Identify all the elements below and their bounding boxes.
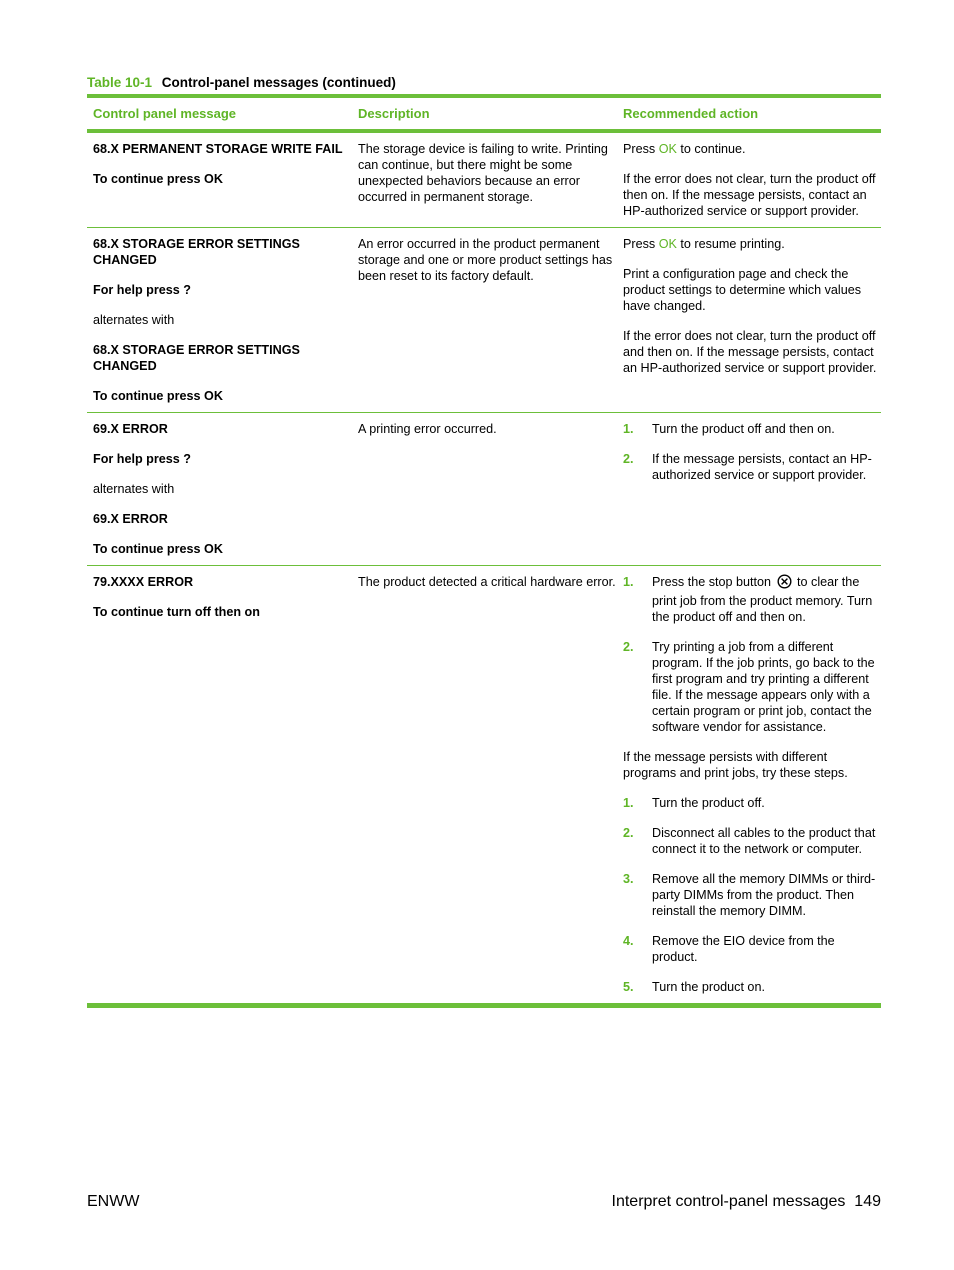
action-cell <box>617 413 881 565</box>
step-text: Disconnect all cables to the product that connect it to the network or computer. <box>652 826 876 856</box>
action-text: Press OK to resume printing. <box>623 237 785 251</box>
action-step <box>623 639 877 735</box>
description-cell <box>352 133 617 227</box>
table-row <box>87 566 881 1003</box>
step-text: Turn the product off and then on. <box>652 422 835 436</box>
step-number: 1. <box>623 422 634 436</box>
message-cell <box>87 228 352 412</box>
description-text: The product detected a critical hardware error. <box>358 575 616 589</box>
message-text: 79.XXXX ERROR <box>93 575 194 589</box>
message-text: To continue press OK <box>93 542 223 556</box>
footer-left: ENWW <box>87 1193 140 1210</box>
description-cell <box>352 413 617 565</box>
message-text: For help press ? <box>93 452 191 466</box>
control-panel-messages-table <box>87 94 881 1008</box>
action-text: Press OK to continue. <box>623 142 746 156</box>
action-step <box>623 979 877 995</box>
action-step <box>623 574 877 625</box>
message-text: To continue turn off then on <box>93 605 260 619</box>
step-text: Remove all the memory DIMMs or third-party DIMMs from the product. Then reinstall the memory DIMM. <box>652 872 876 918</box>
step-number: 5. <box>623 980 634 994</box>
action-text: If the error does not clear, turn the product off then on. If the message persists, contact an HP-authorized service or support provider. <box>623 172 876 218</box>
table-header-row <box>87 98 881 133</box>
action-cell <box>617 566 881 1003</box>
step-text: Remove the EIO device from the product. <box>652 934 835 964</box>
step-number: 2. <box>623 826 634 840</box>
description-text: A printing error occurred. <box>358 422 497 436</box>
action-cell <box>617 133 881 227</box>
stop-button-icon <box>777 574 792 593</box>
action-step <box>623 451 877 483</box>
table-row <box>87 413 881 566</box>
step-number: 4. <box>623 934 634 948</box>
message-text: 68.X PERMANENT STORAGE WRITE FAIL <box>93 142 343 156</box>
ok-key: OK <box>658 237 677 251</box>
header-description: Description <box>358 106 430 121</box>
description-cell <box>352 228 617 412</box>
footer-right <box>612 1193 882 1211</box>
message-text: 68.X STORAGE ERROR SETTINGS CHANGED <box>93 237 300 267</box>
message-text: 69.X ERROR <box>93 422 168 436</box>
message-text: alternates with <box>93 482 175 496</box>
message-text: To continue press OK <box>93 389 223 403</box>
action-step <box>623 825 877 857</box>
step-text: Try printing a job from a different program. If the job prints, go back to the first program and try printing a different file. If the message appears only with a certain program or print job, contact the software vendor for assistance. <box>652 640 875 734</box>
ok-key: OK <box>658 142 677 156</box>
footer-section-title: Interpret control-panel messages <box>611 1193 846 1210</box>
step-number: 1. <box>623 575 634 589</box>
message-cell <box>87 133 352 227</box>
action-step <box>623 871 877 919</box>
table-number: Table 10-1 <box>87 75 153 90</box>
message-cell <box>87 413 352 565</box>
table-bottom-rule <box>87 1003 881 1008</box>
action-text: Print a configuration page and check the product settings to determine which values have changed. <box>623 267 862 313</box>
action-step <box>623 421 877 437</box>
action-text: If the message persists with different programs and print jobs, try these steps. <box>623 750 848 780</box>
step-text: Turn the product off. <box>652 796 765 810</box>
message-text: 69.X ERROR <box>93 512 168 526</box>
description-cell <box>352 566 617 1003</box>
table-row <box>87 228 881 413</box>
step-number: 2. <box>623 640 634 654</box>
message-text: 68.X STORAGE ERROR SETTINGS CHANGED <box>93 343 300 373</box>
page-number: 149 <box>854 1193 881 1210</box>
header-control-panel-message: Control panel message <box>93 106 237 121</box>
step-text: Press the stop button to clear the print job from the product memory. Turn the product off and then on. <box>652 575 873 624</box>
action-step <box>623 933 877 965</box>
action-cell <box>617 228 881 412</box>
step-number: 3. <box>623 872 634 886</box>
description-text: An error occurred in the product permanent storage and one or more product settings has been reset to its factory default. <box>358 237 613 283</box>
table-row <box>87 133 881 228</box>
step-text: If the message persists, contact an HP-authorized service or support provider. <box>652 452 872 482</box>
step-number: 2. <box>623 452 634 466</box>
step-number: 1. <box>623 796 634 810</box>
description-text: The storage device is failing to write. Printing can continue, but there might be some unexpected behaviors because an error occurred in permanent storage. <box>358 142 608 204</box>
table-caption <box>87 75 396 90</box>
message-text: To continue press OK <box>93 172 223 186</box>
header-recommended-action: Recommended action <box>623 106 759 121</box>
message-text: For help press ? <box>93 283 191 297</box>
message-text: alternates with <box>93 313 175 327</box>
step-text: Turn the product on. <box>652 980 765 994</box>
message-cell <box>87 566 352 1003</box>
table-title: Control-panel messages (continued) <box>161 75 396 90</box>
action-text: If the error does not clear, turn the product off and then on. If the message persists, contact an HP-authorized service or support provider. <box>623 329 877 375</box>
action-step <box>623 795 877 811</box>
